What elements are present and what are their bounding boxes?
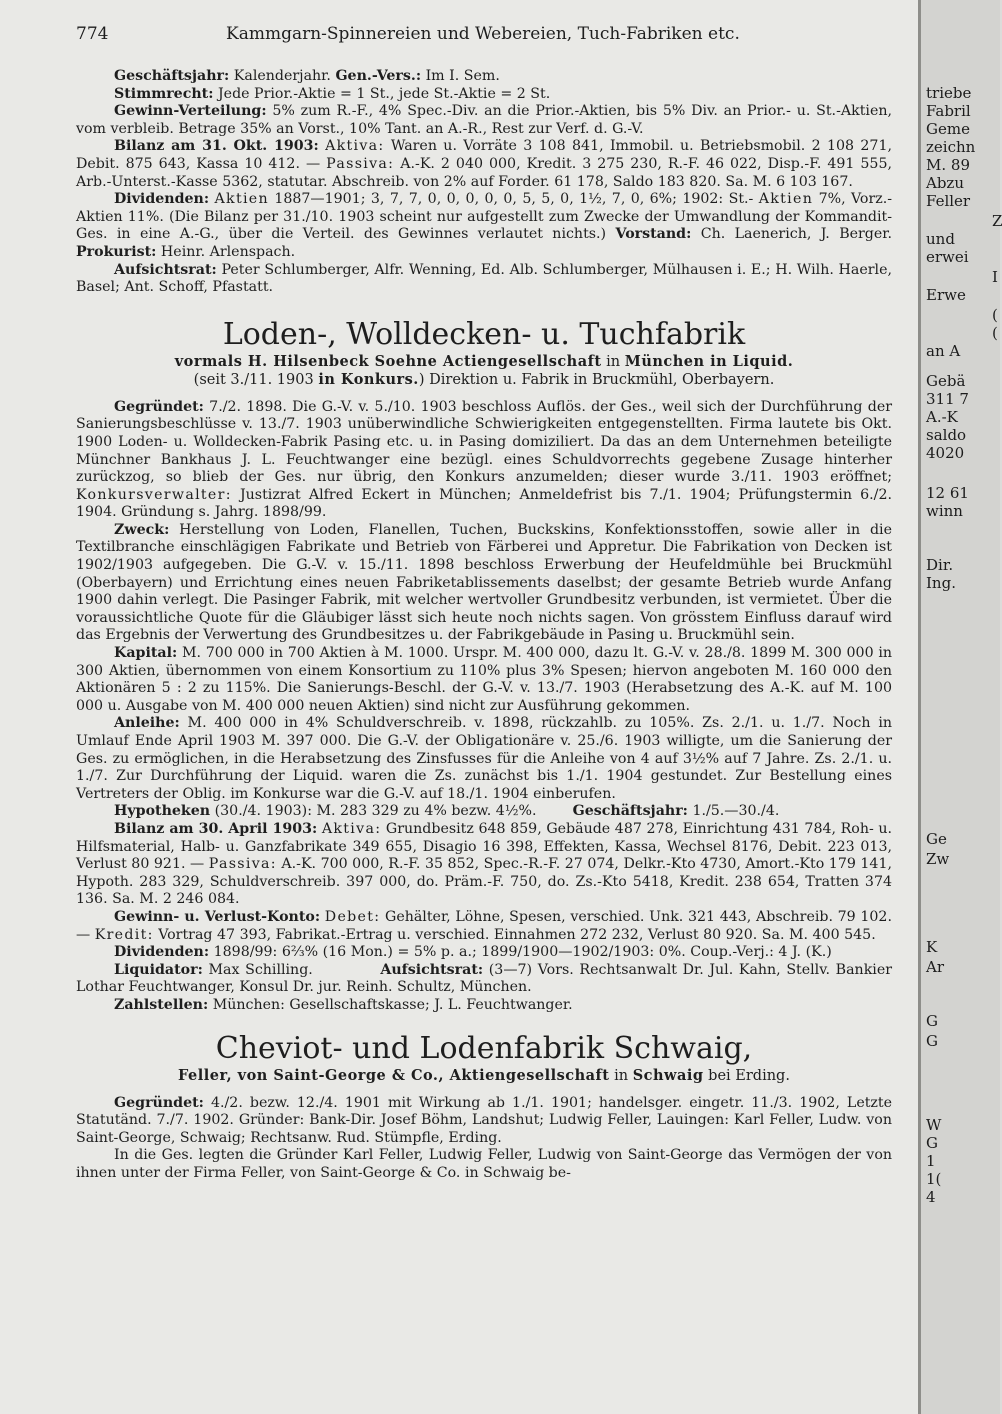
section-subtitle-cheviot bbox=[76, 1067, 892, 1085]
subtitle-in-2: in bbox=[614, 1067, 629, 1084]
word-aktiva: Aktiva: bbox=[325, 138, 385, 155]
page-fold bbox=[918, 0, 921, 1414]
adjacent-line: A.-K bbox=[926, 408, 958, 426]
adjacent-line: 1 bbox=[926, 1152, 936, 1170]
label-gegruendet-3: Gegründet: bbox=[114, 1094, 204, 1111]
paragraph-dividenden bbox=[76, 191, 892, 261]
section-loden-wolldecken bbox=[76, 317, 892, 1015]
adjacent-line: K bbox=[926, 938, 938, 956]
paragraph-stimmrecht bbox=[76, 86, 892, 104]
text-liquidator: Max Schilling. bbox=[208, 961, 313, 978]
text-aufsichtsrat: Peter Schlumberger, Alfr. Wenning, Ed. Alb. Schlumberger, Mülhausen i. E.; H. Wilh. Haerle, Basel; Ant. Schoff, Pfastatt. bbox=[76, 261, 893, 296]
text-dividenden-2b: 1898/99: 6⅔% (16 Mon.) = 5% p. a.; 1899/1900—1902/1903: 0%. Coup.-Verj.: 4 J. (K.) bbox=[213, 944, 832, 961]
subtitle-company-2: Feller, von Saint-George & Co., Aktiengesellschaft bbox=[178, 1066, 610, 1084]
paragraph-bilanz bbox=[76, 138, 892, 191]
paragraph-gegruendet-3 bbox=[76, 1095, 892, 1148]
text-kapital: M. 700 000 in 700 Aktien à M. 1000. Urspr. M. 400 000, dazu lt. G.-V. v. 28./8. 1899 M. 300 000 in 300 Aktien, übernommen von einem Konsortium zu 110% plus 3% Spesen; hiervon angeboten M. 160 000 den Aktionären 5 : 2 zu 115%. Die Sanierungs-Beschl. der G.-V. v. 13./7. 1903 (Herabsetzung des A.-K. auf M. 100 000 u. Ausgabe von M. 400 000 neuen Aktien) sind nicht zur Ausführung gekommen. bbox=[76, 645, 893, 714]
label-zweck: Zweck: bbox=[114, 521, 170, 538]
adjacent-line: Feller bbox=[926, 192, 971, 210]
adjacent-line: Ing. bbox=[926, 574, 956, 592]
adjacent-line: Erwe bbox=[926, 286, 966, 304]
text-zahlstellen: München: Gesellschaftskasse; J. L. Feuchtwanger. bbox=[212, 996, 573, 1013]
adjacent-line: Ge bbox=[926, 830, 947, 848]
paragraph-anleihe bbox=[76, 715, 892, 803]
text-anleihe: M. 400 000 in 4% Schuldverschreib. v. 1898, rückzahlb. zu 105%. Zs. 2./1. u. 1./7. Noch in Umlauf Ende April 1903 M. 397 000. Die G.-V. der Obligationäre v. 25./6. 1903 willigte, um die Sanierung der Ges. zu ermöglichen, in die Herabsetzung des Zinsfusses für die Anleihe von 4 auf 3½% auf 7 Jahre. Zs. 2./1. u. 1./7. Zur Durchführung der Liquid. waren die Zs. zunächst bis 1./1. 1904 gestundet. Zur Bestellung eines Vertreters der Oblig. im Konkurse war die G.-V. auf 18./1. 1904 einberufen. bbox=[76, 715, 892, 802]
page-header bbox=[76, 24, 892, 54]
subtitle-since: (seit 3./11. 1903 bbox=[193, 371, 314, 388]
section-subtitle-loden bbox=[76, 353, 892, 389]
label-bilanz-2: Bilanz am 30. April 1903: bbox=[114, 820, 318, 837]
adjacent-line: G bbox=[926, 1012, 938, 1030]
text-guv-debet: Gehälter, Löhne, Spesen, verschied. Unk. 321 443, Abschreib. 79 102. — bbox=[76, 908, 892, 943]
word-aktien-1: Aktien bbox=[214, 191, 269, 208]
text-dividenden-1: 1887—1901; 3, 7, 7, 0, 0, 0, 0, 0, 5, 5, 0, 1½, 7, 0, 6%; 1902: St.- bbox=[274, 191, 754, 208]
adjacent-line: triebe bbox=[926, 84, 972, 102]
label-geschaeftsjahr: Geschäftsjahr: bbox=[114, 68, 230, 84]
adjacent-line: ( bbox=[992, 324, 998, 342]
adjacent-line: saldo bbox=[926, 426, 967, 444]
adjacent-line: 4 bbox=[926, 1188, 936, 1206]
word-passiva-2: Passiva: bbox=[208, 856, 277, 873]
label-dividenden: Dividenden: bbox=[114, 191, 210, 208]
paragraph-gegruendet bbox=[76, 399, 892, 522]
subtitle-konkurs: in Konkurs. bbox=[318, 370, 419, 388]
label-gewinn: Gewinn-Verteilung: bbox=[114, 103, 267, 120]
paragraph-guv bbox=[76, 909, 892, 944]
paragraph-gewinn bbox=[76, 103, 892, 138]
label-guv: Gewinn- u. Verlust-Konto: bbox=[114, 908, 321, 925]
text-guv-kredit: Vortrag 47 393, Fabrikat.-Ertrag u. verschied. Einnahmen 272 232, Verlust 80 920. Sa. M. 400 545. bbox=[158, 926, 876, 943]
adjacent-line: an A bbox=[926, 342, 961, 360]
text-dividenden-2: 7%, Vorz.-Aktien 11%. (Die Bilanz per 31./10. 1903 scheint nur aufgestellt zum Zwecke der Umwandlung der Kommandit-Ges. in eine A.-G., über die Verteil. des Gewinnes verlautet nichts.) bbox=[76, 191, 893, 243]
paragraph-kapital bbox=[76, 645, 892, 715]
adjacent-line: W bbox=[926, 1116, 942, 1134]
adjacent-line: 4020 bbox=[926, 444, 965, 462]
spacer bbox=[76, 389, 892, 399]
label-zahlstellen: Zahlstellen: bbox=[114, 996, 209, 1013]
adjacent-line: und bbox=[926, 230, 955, 248]
paragraph-aufsichtsrat bbox=[76, 262, 892, 297]
text-zweck: Herstellung von Loden, Flanellen, Tuchen, Buckskins, Konfektionsstoffen, sowie aller in die Textilbranche einschlägigen Fabrikate und Betrieb von Färberei und Appretur. Die Fabrikation von Decken ist 1902/1903 aufgegeben. Die G.-V. v. 15./11. 1898 beschloss Erwerbung der Heufeldmühle bei Bruckmühl (Oberbayern) und Errichtung eines neuen Fabriketablissements daselbst; der gesamte Betrieb wurde Anfang 1900 dahin verlegt. Die Pasinger Fabrik, mit welcher wertvoller Grundbesitz verbunden, ist vermietet. Über die voraussichtliche Quote für die Gläubiger lässt sich heute noch nichts sagen. Von grösstem Einfluss darauf wird das Ergebnis der Verwertung des Grundbesitzes u. der Fabrikgebäude in Pasing u. Bruckmühl sein. bbox=[76, 521, 892, 644]
subtitle-in: in bbox=[606, 353, 621, 370]
subtitle-location-2: bei Erding. bbox=[708, 1067, 790, 1084]
text-geschaeftsjahr: Kalenderjahr. bbox=[233, 68, 331, 84]
label-geschaeftsjahr-2: Geschäftsjahr: bbox=[572, 803, 688, 820]
paragraph-bilanz-2 bbox=[76, 821, 892, 909]
subtitle-city: München in Liquid. bbox=[624, 352, 794, 370]
section-cheviot bbox=[76, 1031, 892, 1183]
paragraph-dividenden-2 bbox=[76, 944, 892, 962]
label-aufsichtsrat: Aufsichtsrat: bbox=[114, 261, 217, 278]
word-konkursverwalter: Konkursverwalter: bbox=[76, 486, 232, 503]
text-aufsichtsrat-2: (3—7) Vors. Rechtsanwalt Dr. Jul. Kahn, Stellv. Bankier Lothar Feuchtwanger, Konsul Dr. jur. Reinh. Schultz, München. bbox=[76, 961, 893, 996]
adjacent-line: G bbox=[926, 1134, 938, 1152]
text-genvers: Im I. Sem. bbox=[425, 68, 500, 84]
paragraph-einlage: In die Ges. legten die Gründer Karl Feller, Ludwig Feller, Ludwig von Saint-George das Vermögen der von ihnen unter der Firma Feller, von Saint-George & Co. in Schwaig be- bbox=[76, 1147, 892, 1181]
label-liquidator: Liquidator: bbox=[114, 961, 203, 978]
text-bilanz-2-aktiva: Grundbesitz 648 859, Gebäude 487 278, Einrichtung 431 784, Roh- u. Hilfsmaterial, Halb- u. Ganzfabrikate 349 655, Disagio 16 398, Effekten, Kassa, Wechsel 8176, Debit. 223 013, Verlust 80 921. — bbox=[76, 820, 893, 873]
adjacent-line: winn bbox=[926, 502, 963, 520]
page-number: 774 bbox=[76, 24, 109, 44]
adjacent-line: M. 89 bbox=[926, 156, 970, 174]
section-title-loden: Loden-, Wolldecken- u. Tuchfabrik bbox=[222, 316, 746, 352]
label-gegruendet: Gegründet: bbox=[114, 398, 204, 415]
label-genvers: Gen.-Vers.: bbox=[335, 68, 422, 84]
adjacent-line: Gebä bbox=[926, 372, 966, 390]
paragraph-hypotheken bbox=[76, 803, 892, 821]
text-stimmrecht: Jede Prior.-Aktie = 1 St., jede St.-Aktie = 2 St. bbox=[217, 85, 551, 102]
label-stimmrecht: Stimmrecht: bbox=[114, 85, 214, 102]
subtitle-company: vormals H. Hilsenbeck Soehne Actiengesellschaft bbox=[174, 352, 602, 370]
section-kammgarn-continued bbox=[76, 68, 892, 297]
paragraph-zahlstellen bbox=[76, 997, 892, 1015]
section-title-cheviot: Cheviot- und Lodenfabrik Schwaig, bbox=[215, 1030, 753, 1066]
word-passiva: Passiva: bbox=[326, 155, 395, 172]
text-gewinn: 5% zum R.-F., 4% Spec.-Div. an die Prior.-Aktien, bis 5% Div. an Prior.- u. St.-Aktien, vom verbleib. Betrage 35% an Vorst., 10% Tant. an A.-R., Rest zur Verf. d. G.-V. bbox=[76, 103, 892, 137]
adjacent-line: Dir. bbox=[926, 556, 954, 574]
running-title: Kammgarn-Spinnereien und Webereien, Tuch-Fabriken etc. bbox=[226, 24, 740, 44]
word-debet: Debet: bbox=[324, 908, 381, 925]
word-kredit: Kredit: bbox=[94, 926, 154, 943]
label-aufsichtsrat-2: Aufsichtsrat: bbox=[380, 961, 484, 978]
label-bilanz: Bilanz am 31. Okt. 1903: bbox=[114, 138, 319, 155]
label-dividenden-2: Dividenden: bbox=[114, 944, 210, 961]
adjacent-line: 311 7 bbox=[926, 390, 969, 408]
word-aktiva-2: Aktiva: bbox=[321, 820, 382, 837]
paragraph-liquidator bbox=[76, 962, 892, 997]
text-gegruendet-3: 4./2. bezw. 12./4. 1901 mit Wirkung ab 1./1. 1901; handelsger. eingetr. 11./3. 1902, Letzte Statutänd. 7./7. 1902. Gründer: Bank-Dir. Josef Böhm, Landshut; Ludwig Feller, Lauingen: Karl Feller, Ludw. von Saint-George, Schwaig; Rechtsanw. Rud. Stümpfle, Erding. bbox=[76, 1094, 892, 1146]
adjacent-line: Ar bbox=[926, 958, 945, 976]
paragraph-zweck bbox=[76, 522, 892, 645]
paragraph-geschaeftsjahr bbox=[76, 68, 892, 86]
adjacent-line: G bbox=[926, 1032, 938, 1050]
adjacent-line: Zw bbox=[926, 850, 950, 868]
adjacent-line: Fabril bbox=[926, 102, 971, 120]
text-bilanz-passiva: A.-K. 2 040 000, Kredit. 3 275 230, R.-F. 46 022, Disp.-F. 491 555, Arb.-Unterst.-Kasse 5362, statutar. Abschreib. von 2% auf Forder. 61 178, Saldo 183 820. Sa. M. 6 103 167. bbox=[76, 155, 892, 190]
page-content bbox=[76, 24, 892, 1182]
text-geschaeftsjahr-2: 1./5.—30./4. bbox=[692, 803, 780, 820]
text-gegruendet-2: Justizrat Alfred Eckert in München; Anmeldefrist bis 7./1. 1904; Prüfungstermin 6./2. 1904. Gründung s. Jahrg. 1898/99. bbox=[76, 486, 892, 521]
adjacent-line: zeichn bbox=[926, 138, 976, 156]
adjacent-line: ( bbox=[992, 306, 998, 324]
text-hypotheken: (30./4. 1903): M. 283 329 zu 4% bezw. 4½%. bbox=[214, 803, 537, 820]
adjacent-line: 1( bbox=[926, 1170, 942, 1188]
adjacent-line: Geme bbox=[926, 120, 970, 138]
label-vorstand: Vorstand: bbox=[615, 226, 692, 243]
text-prokurist: Heinr. Arlenspach. bbox=[160, 243, 296, 260]
text-bilanz-aktiva: Waren u. Vorräte 3 108 841, Immobil. u. Betriebsmobil. 2 108 271, Debit. 875 643, Kassa 10 412. — bbox=[76, 138, 892, 172]
adjacent-line: erwei bbox=[926, 248, 969, 266]
adjacent-line: 12 61 bbox=[926, 484, 969, 502]
label-kapital: Kapital: bbox=[114, 645, 178, 662]
subtitle-city-2: Schwaig bbox=[632, 1066, 704, 1084]
spacer bbox=[76, 1085, 892, 1095]
text-gegruendet-1: 7./2. 1898. Die G.-V. v. 5./10. 1903 beschloss Auflös. der Ges., weil sich der Durchführung der Sanierungsbeschlüsse v. 13./7. 1903 unüberwindliche Schwierigkeiten entgegenstellten. Firma lautete bis Okt. 1900 Loden- u. Wolldecken-Fabrik Pasing etc. u. in Pasing domiziliert. Da das an dem Unternehmen beteiligte Münchner Bankhaus J. L. Feuchtwanger eine bezügl. eines Schuldvorrechts gegebene Zusage hinterher zurückzog, so blieb der Ges. nur übrig, den Konkurs anzumelden; dieser wurde 3./11. 1903 eröffnet; bbox=[76, 398, 892, 486]
label-hypotheken: Hypotheken bbox=[114, 803, 211, 820]
adjacent-line: I bbox=[992, 268, 998, 286]
subtitle-direktion: ) Direktion u. Fabrik in Bruckmühl, Oberbayern. bbox=[418, 371, 775, 388]
word-aktien-2: Aktien bbox=[758, 191, 814, 208]
label-anleihe: Anleihe: bbox=[114, 715, 180, 732]
text-vorstand: Ch. Laenerich, J. Berger. bbox=[700, 226, 893, 243]
label-prokurist: Prokurist: bbox=[76, 243, 157, 260]
adjacent-page-fragment bbox=[926, 0, 1000, 1414]
adjacent-line: Abzu bbox=[926, 174, 964, 192]
adjacent-line: Z bbox=[992, 212, 1002, 230]
text-bilanz-2-passiva: A.-K. 700 000, R.-F. 35 852, Spec.-R.-F. 27 074, Delkr.-Kto 4730, Amort.-Kto 179 141, Hypoth. 283 329, Schuldverschreib. 397 000, do. Präm.-F. 750, do. Zs.-Kto 5418, Kredit. 238 654, Tratten 374 136. Sa. M. 2 246 084. bbox=[76, 856, 892, 908]
